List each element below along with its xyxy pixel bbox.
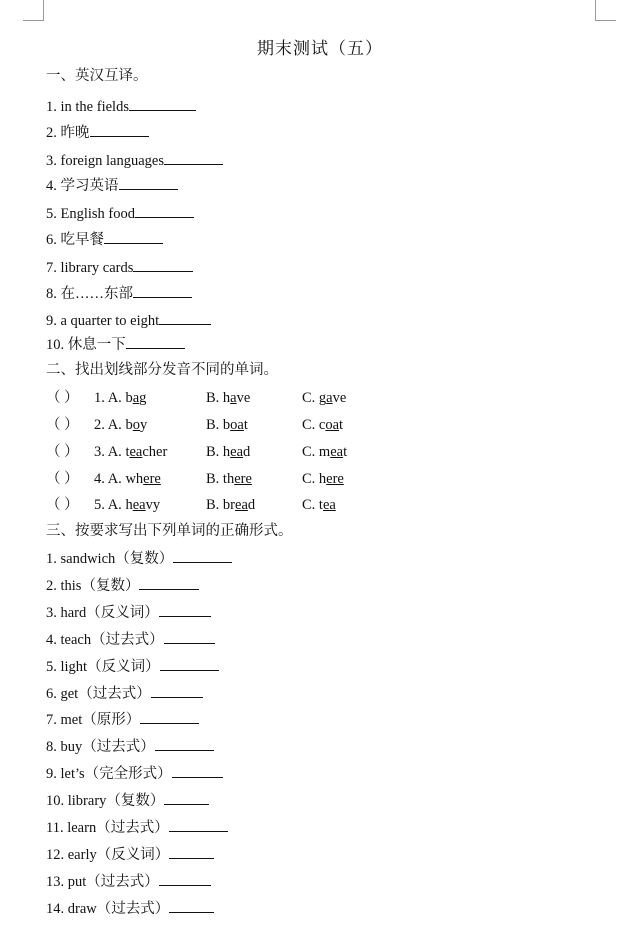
translation-item (46, 96, 196, 117)
option-label: B. (206, 444, 220, 460)
underlined-letters: a (132, 390, 140, 406)
word-form-item (46, 683, 203, 704)
option-a (94, 495, 160, 515)
word-form-item (46, 790, 209, 811)
answer-blank[interactable] (133, 257, 192, 272)
option-pre: b (125, 417, 133, 433)
translation-item (46, 283, 192, 304)
option-a (94, 388, 146, 408)
underlined-letters: a (326, 390, 333, 406)
answer-parentheses[interactable]: （ ） (46, 497, 79, 513)
option-post: t (343, 444, 348, 460)
word-form-item (46, 656, 219, 677)
option-label: A. (107, 390, 122, 406)
option-num: 4. (94, 471, 105, 487)
option-post: d (243, 444, 251, 460)
option-c (302, 495, 336, 515)
option-label: C. (302, 497, 316, 513)
translation-item (46, 334, 185, 355)
option-pre: c (318, 417, 326, 433)
translation-item (46, 229, 163, 250)
underlined-letters: ea (322, 497, 336, 513)
answer-blank[interactable] (140, 709, 199, 724)
underlined-letters: ere (326, 471, 344, 487)
question-text: 7. met（原形） (46, 712, 141, 728)
option-post: d (247, 497, 256, 513)
option-pre: m (318, 444, 331, 460)
underlined-letters: a (230, 390, 237, 406)
underlined-letters: ea (230, 444, 244, 460)
word-form-item (46, 602, 211, 623)
translation-item (46, 310, 211, 331)
option-b (206, 469, 252, 489)
option-label: C. (302, 390, 316, 406)
option-label: B. (206, 497, 220, 513)
translation-item (46, 175, 178, 196)
option-c (302, 388, 346, 408)
option-b (206, 415, 248, 435)
answer-blank[interactable] (169, 898, 213, 913)
option-pre: t (318, 497, 323, 513)
answer-blank[interactable] (169, 844, 213, 859)
section-1-heading: 一、英汉互译。 (46, 68, 148, 84)
question-text: 2. this（复数） (46, 578, 140, 594)
question-text: 14. draw（过去式） (46, 901, 170, 917)
question-text: 4. teach（过去式） (46, 632, 164, 648)
option-label: A. (107, 471, 122, 487)
answer-blank[interactable] (155, 736, 214, 751)
question-text: 12. early（反义词） (46, 847, 170, 863)
option-num: 1. (94, 390, 105, 406)
word-form-item (46, 629, 215, 650)
option-a (94, 442, 167, 462)
question-text: 13. put（过去式） (46, 874, 159, 890)
option-num: 5. (94, 497, 105, 513)
word-form-item (46, 548, 232, 569)
answer-parentheses[interactable]: （ ） (46, 471, 79, 487)
answer-parentheses[interactable]: （ ） (46, 390, 79, 406)
option-a (94, 469, 161, 489)
answer-blank[interactable] (164, 790, 208, 805)
option-pre: h (318, 471, 327, 487)
answer-parentheses[interactable]: （ ） (46, 444, 79, 460)
underlined-letters: ea (235, 497, 248, 513)
option-pre: b (125, 390, 133, 406)
translation-item (46, 257, 193, 278)
answer-blank[interactable] (159, 602, 211, 617)
answer-blank[interactable] (126, 334, 185, 349)
option-post: g (139, 390, 147, 406)
question-text: 1. sandwich（复数） (46, 551, 174, 567)
underlined-letters: ea (132, 497, 146, 513)
question-text: 3. hard（反义词） (46, 605, 159, 621)
option-b (206, 442, 250, 462)
answer-blank[interactable] (151, 683, 203, 698)
underlined-letters: ere (143, 471, 161, 487)
option-pre: h (125, 497, 133, 513)
answer-blank[interactable] (133, 283, 192, 298)
option-label: C. (302, 471, 316, 487)
option-c (302, 469, 344, 489)
option-post: ve (332, 390, 347, 406)
word-form-item (46, 736, 214, 757)
underlined-letters: ea (330, 444, 344, 460)
question-text: 4. 学习英语 (46, 178, 119, 194)
answer-blank[interactable] (164, 150, 223, 165)
underlined-letters: o (132, 417, 140, 433)
question-text: 6. get（过去式） (46, 686, 151, 702)
option-a (94, 415, 147, 435)
word-form-item (46, 763, 223, 784)
option-post: t (339, 417, 344, 433)
question-text: 7. library cards (46, 260, 134, 276)
question-text: 5. light（反义词） (46, 659, 160, 675)
underlined-letters: oa (230, 417, 244, 433)
option-c (302, 442, 347, 462)
translation-item (46, 203, 194, 224)
question-text: 5. English food (46, 206, 136, 222)
word-form-item (46, 817, 228, 838)
question-text: 10. library（复数） (46, 793, 165, 809)
question-text: 11. learn（过去式） (46, 820, 169, 836)
option-pre: th (222, 471, 235, 487)
answer-blank[interactable] (164, 629, 216, 644)
translation-item (46, 122, 149, 143)
page-corner-mark-left (23, 0, 44, 21)
question-text: 8. 在……东部 (46, 286, 133, 302)
option-b (206, 495, 255, 515)
question-text: 6. 吃早餐 (46, 232, 104, 248)
answer-blank[interactable] (160, 656, 219, 671)
option-label: C. (302, 444, 316, 460)
option-pre: g (318, 390, 327, 406)
option-post: ve (236, 390, 251, 406)
underlined-letters: oa (325, 417, 340, 433)
answer-blank[interactable] (119, 175, 178, 190)
answer-blank[interactable] (159, 871, 211, 886)
answer-parentheses[interactable]: （ ） (46, 417, 79, 433)
page-corner-mark-right (595, 0, 616, 21)
option-pre: t (125, 444, 130, 460)
option-post: cher (142, 444, 168, 460)
option-label: B. (206, 471, 220, 487)
answer-blank[interactable] (169, 817, 228, 832)
question-text: 8. buy（过去式） (46, 739, 155, 755)
word-form-item (46, 844, 214, 865)
option-pre: b (222, 417, 231, 433)
option-c (302, 415, 343, 435)
option-label: A. (107, 497, 122, 513)
page-title: 期末测试（五） (257, 39, 383, 58)
option-label: A. (107, 444, 122, 460)
answer-blank[interactable] (104, 229, 163, 244)
option-post: y (139, 417, 148, 433)
option-pre: h (222, 444, 231, 460)
word-form-item (46, 898, 214, 919)
question-text: 3. foreign languages (46, 153, 164, 169)
word-form-item (46, 709, 199, 730)
question-text: 1. in the fields (46, 99, 129, 115)
section-3-heading: 三、按要求写出下列单词的正确形式。 (46, 523, 293, 539)
word-form-item (46, 871, 211, 892)
option-label: B. (206, 417, 220, 433)
word-form-item (46, 575, 199, 596)
option-pre: h (222, 390, 231, 406)
option-num: 2. (94, 417, 105, 433)
option-post: vy (145, 497, 161, 513)
section-2-heading: 二、找出划线部分发音不同的单词。 (46, 362, 278, 378)
translation-item (46, 150, 223, 171)
option-pre: wh (125, 471, 144, 487)
option-label: C. (302, 417, 316, 433)
underlined-letters: ere (234, 471, 252, 487)
answer-blank[interactable] (159, 310, 211, 325)
question-text: 9. a quarter to eight (46, 313, 160, 329)
answer-blank[interactable] (173, 548, 232, 563)
option-pre: br (222, 497, 236, 513)
option-label: B. (206, 390, 220, 406)
option-b (206, 388, 250, 408)
option-num: 3. (94, 444, 105, 460)
answer-blank[interactable] (135, 203, 194, 218)
answer-blank[interactable] (90, 122, 149, 137)
answer-blank[interactable] (139, 575, 198, 590)
option-label: A. (107, 417, 122, 433)
question-text: 10. 休息一下 (46, 337, 126, 353)
question-text: 9. let’s（完全形式） (46, 766, 172, 782)
underlined-letters: ea (129, 444, 143, 460)
answer-blank[interactable] (129, 96, 196, 111)
question-text: 2. 昨晚 (46, 125, 90, 141)
answer-blank[interactable] (172, 763, 224, 778)
option-post: t (243, 417, 248, 433)
